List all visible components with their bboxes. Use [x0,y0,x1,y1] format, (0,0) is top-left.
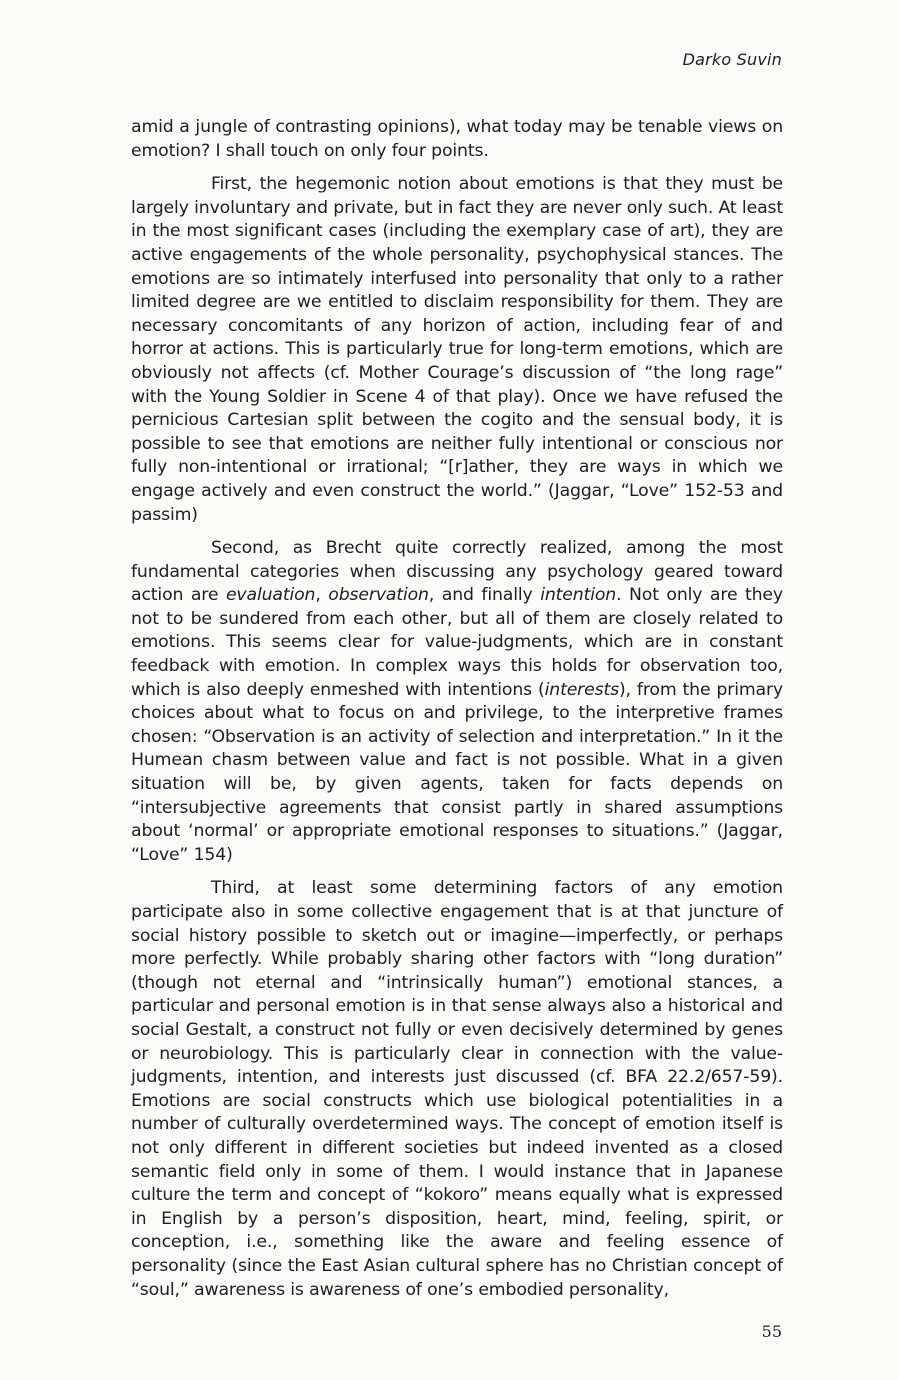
paragraph-first-point [131,173,783,527]
text-run: amid a jungle of contrasting opinions), what today may be tenable views on emotion? I shall touch on only four points. [131,117,783,161]
text-run: , [315,585,329,606]
paragraph-third-point [131,877,783,1302]
emphasized-term: evaluation [225,585,316,606]
paragraph-second-point [131,537,783,867]
text-run: First, the hegemonic notion about emotions is that they must be largely involuntary and private, but in fact they are never only such. At least in the most significant cases (including the exemplary case of art), they are active engagements of the whole personality, psychophysical stances. The emotions are so intimately interfused into personality that only to a rather limited degree are we entitled to disclaim responsibility for them. They are necessary concomitants of any horizon of action, including fear of and horror at actions. This is particularly true for long-term emotions, which are obviously not affects (cf. Mother Courage’s discussion of “the long rage” with the Young Soldier in Scene 4 of that play). Once we have refused the pernicious Cartesian split between the cogito and the sensual body, it is possible to see that emotions are neither fully intentional or conscious nor fully non-intentional or irrational; “[r]ather, they are ways in which we engage actively and even construct the world.” (Jaggar, “Love” 152-53 and passim) [131,174,783,525]
text-run: Third, at least some determining factors of any emotion participate also in some collective engagement that is at that juncture of social history possible to sketch out or imagine—imperfectly, or perhaps more perfectly. While probably sharing other factors with “long duration” (though not eternal and “intrinsically human”) emotional stances, a particular and personal emotion is in that sense always also a historical and social Gestalt, a construct not fully or even decisively determined by genes or neurobiology. This is particularly clear in connection with the value-judgments, intention, and interests just discussed (cf. BFA 22.2/657-59). Emotions are social constructs which use biological potentialities in a number of culturally overdetermined ways. The concept of emotion itself is not only different in different societies but indeed invented as a closed semantic field only in some of them. I would instance that in Japanese culture the term and concept of “kokoro” means equally what is expressed in English by a person’s disposition, heart, mind, feeling, spirit, or conception, i.e., something like the aware and feeling essence of personality (since the East Asian cultural sphere has no Christian concept of “soul,” awareness is awareness of one’s embodied personality, [131,878,783,1300]
emphasized-term: observation [328,585,429,606]
page-number: 55 [761,1322,782,1341]
text-run: , and finally [428,585,541,606]
text-run: . Not only are they not to be sundered from each other, but all of them are closely related to emotions. This seems clear for value-judgments, which are in constant feedback with emotion. In complex ways this holds for observation too, which is also deeply enmeshed with intentions ( [131,585,783,700]
text-run: ), from the primary choices about what to focus on and privilege, to the interpretive frames chosen: “Observation is an activity of selection and interpretation.” In it the Humean chasm between value and fact is not possible. What in a given situation will be, by given agents, taken for facts depends on “intersubjective agreements that consist partly in shared assumptions about ‘normal’ or appropriate emotional responses to situations.” (Jaggar, “Love” 154) [131,679,784,865]
text-run: Second, as Brecht quite correctly realized, among the most fundamental categories when discussing any psychology geared toward action are [131,538,783,606]
paragraph-continuation [131,116,783,163]
running-head-author: Darko Suvin [682,50,782,69]
emphasized-term: interests [544,679,619,700]
emphasized-term: intention [540,585,617,606]
body-text [131,116,783,1312]
